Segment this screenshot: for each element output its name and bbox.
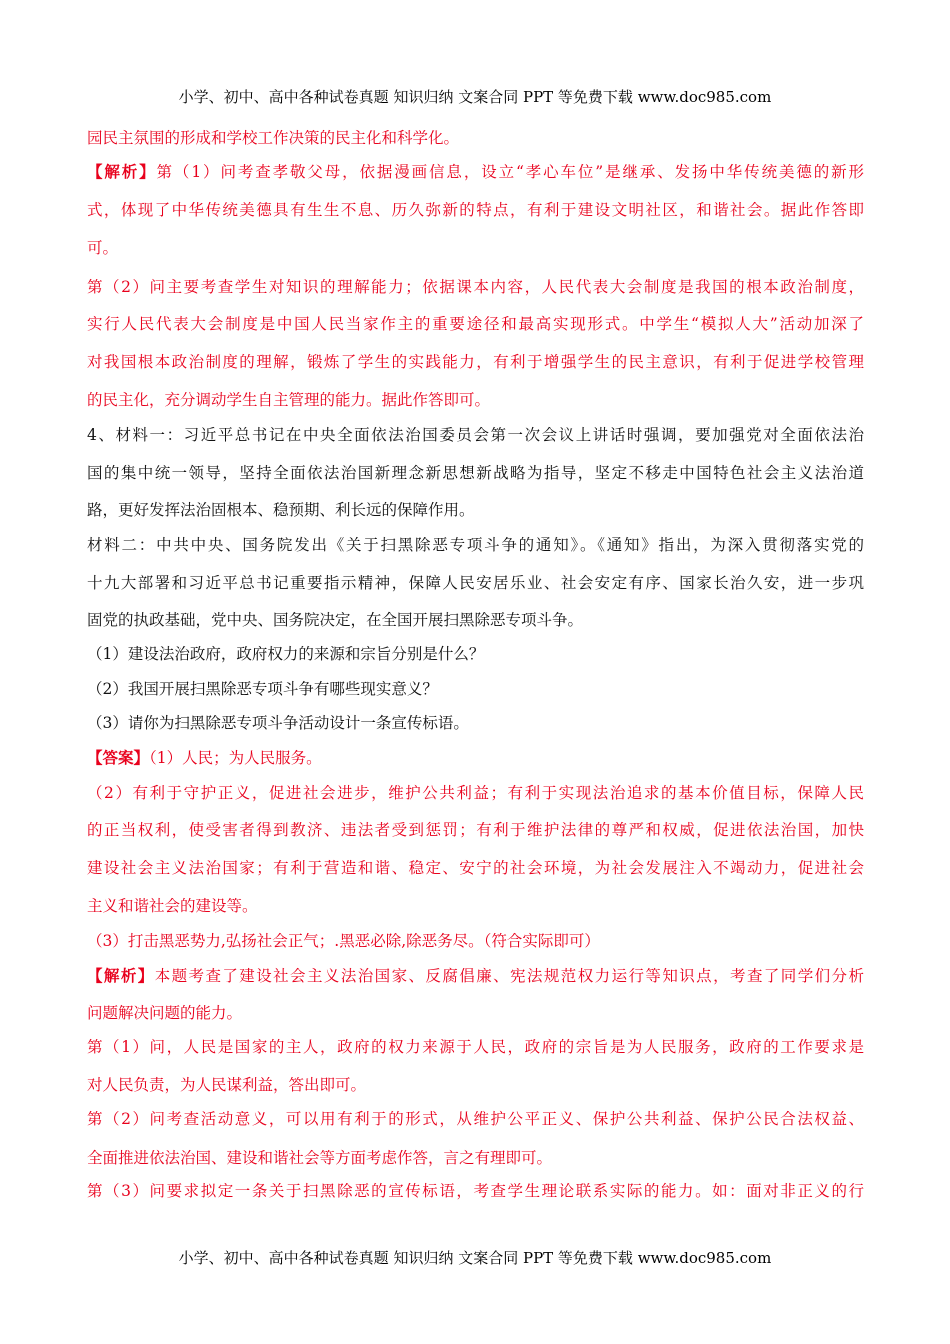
line-text: 的正当权利，使受害者得到教济、违法者受到惩罚；有利于维护法律的尊严和权威，促进依法治国，加快 bbox=[87, 821, 864, 839]
text-line bbox=[87, 162, 864, 182]
text-line bbox=[87, 1181, 864, 1201]
line-text: （2）我国开展扫黑除恶专项斗争有哪些现实意义？ bbox=[87, 680, 438, 698]
line-text: 国的集中统一领导，坚持全面依法治国新理念新思想新战略为指导，坚定不移走中国特色社会主义法治道 bbox=[87, 464, 864, 482]
line-text: 第（3）问要求拟定一条关于扫黑除恶的宣传标语，考查学生理论联系实际的能力。如：面对非正义的行 bbox=[87, 1182, 864, 1200]
line-text: （3）打击黑恶势力,弘扬社会正气；.黑恶必除,除恶务尽。（符合实际即可） bbox=[87, 932, 600, 950]
text-line bbox=[87, 748, 864, 768]
text-line bbox=[87, 931, 864, 951]
text-line bbox=[87, 535, 864, 555]
section-tag: 【解析】 bbox=[87, 966, 155, 985]
text-line bbox=[87, 390, 864, 410]
line-text: 问题解决问题的能力。 bbox=[87, 1004, 243, 1022]
text-line bbox=[87, 1037, 864, 1057]
text-line bbox=[87, 128, 864, 148]
text-line bbox=[87, 238, 864, 258]
line-text: 对人民负责，为人民谋利益，答出即可。 bbox=[87, 1076, 367, 1094]
text-line bbox=[87, 277, 864, 297]
text-line bbox=[87, 1003, 864, 1023]
line-text: 十九大部署和习近平总书记重要指示精神，保障人民安居乐业、社会安定有序、国家长治久安，进一步巩 bbox=[87, 574, 864, 592]
line-text: 主义和谐社会的建设等。 bbox=[87, 897, 258, 915]
text-line bbox=[87, 1075, 864, 1095]
text-line bbox=[87, 425, 864, 445]
text-line bbox=[87, 644, 864, 664]
text-line bbox=[87, 858, 864, 878]
text-line bbox=[87, 896, 864, 916]
section-tag: 【解析】 bbox=[87, 162, 157, 181]
text-line bbox=[87, 463, 864, 483]
line-text: 的民主化，充分调动学生自主管理的能力。据此作答即可。 bbox=[87, 391, 491, 409]
line-text: 路，更好发挥法治固根本、稳预期、利长远的保障作用。 bbox=[87, 501, 475, 519]
text-line bbox=[87, 314, 864, 334]
line-text: （3）请你为扫黑除恶专项斗争活动设计一条宣传标语。 bbox=[87, 714, 469, 732]
section-tag: 【答案】 bbox=[87, 748, 150, 767]
line-text: （2）有利于守护正义，促进社会进步，维护公共利益；有利于实现法治追求的基本价值目标，保障人民 bbox=[87, 784, 864, 802]
text-line bbox=[87, 820, 864, 840]
line-text: 本题考查了建设社会主义法治国家、反腐倡廉、宪法规范权力运行等知识点，考查了同学们分析 bbox=[154, 967, 864, 985]
line-text: 4、材料一：习近平总书记在中央全面依法治国委员会第一次会议上讲话时强调，要加强党对全面依法治 bbox=[87, 426, 864, 444]
line-text: 固党的执政基础，党中央、国务院决定，在全国开展扫黑除恶专项斗争。 bbox=[87, 611, 584, 629]
line-text: （1）建设法治政府，政府权力的来源和宗旨分别是什么？ bbox=[87, 645, 485, 663]
text-line bbox=[87, 1109, 864, 1129]
line-text: 式，体现了中华传统美德具有生生不息、历久弥新的特点，有利于建设文明社区，和谐社会。据此作答即 bbox=[87, 201, 864, 219]
text-line bbox=[87, 500, 864, 520]
page-header: 小学、初中、高中各种试卷真题 知识归纳 文案合同 PPT 等免费下载 www.doc985.com bbox=[178, 88, 772, 106]
line-text: 实行人民代表大会制度是中国人民当家作主的重要途径和最高实现形式。中学生“模拟人大”活动加深了 bbox=[87, 315, 864, 333]
line-text: 第（2）问考查活动意义，可以用有利于的形式，从维护公平正义、保护公共利益、保护公民合法权益、 bbox=[87, 1110, 864, 1128]
line-text: 园民主氛围的形成和学校工作决策的民主化和科学化。 bbox=[87, 129, 460, 147]
text-line bbox=[87, 573, 864, 593]
line-text: 第（1）问，人民是国家的主人，政府的权力来源于人民，政府的宗旨是为人民服务，政府的工作要求是 bbox=[87, 1038, 864, 1056]
line-text: 材料二：中共中央、国务院发出《关于扫黑除恶专项斗争的通知》。《通知》指出，为深入贯彻落实党的 bbox=[87, 536, 864, 554]
line-text: 第（2）问主要考查学生对知识的理解能力；依据课本内容，人民代表大会制度是我国的根本政治制度， bbox=[87, 278, 864, 296]
line-text: 建设社会主义法治国家；有利于营造和谐、稳定、安宁的社会环境，为社会发展注入不竭动力，促进社会 bbox=[87, 859, 864, 877]
line-text: 第（1）问考查孝敬父母，依据漫画信息，设立“孝心车位”是继承、发扬中华传统美德的新形 bbox=[156, 163, 864, 181]
text-line bbox=[87, 200, 864, 220]
line-text: 全面推进依法治国、建设和谐社会等方面考虑作答，言之有理即可。 bbox=[87, 1149, 553, 1167]
text-line bbox=[87, 1148, 864, 1168]
text-line bbox=[87, 352, 864, 372]
text-line bbox=[87, 679, 864, 699]
line-text: 可。 bbox=[87, 239, 119, 257]
text-line bbox=[87, 713, 864, 733]
text-line bbox=[87, 966, 864, 986]
line-text: （1）人民；为人民服务。 bbox=[149, 749, 322, 767]
page-footer: 小学、初中、高中各种试卷真题 知识归纳 文案合同 PPT 等免费下载 www.doc985.com bbox=[178, 1249, 772, 1267]
text-line bbox=[87, 610, 864, 630]
text-line bbox=[87, 783, 864, 803]
line-text: 对我国根本政治制度的理解，锻炼了学生的实践能力，有利于增强学生的民主意识，有利于促进学校管理 bbox=[87, 353, 864, 371]
